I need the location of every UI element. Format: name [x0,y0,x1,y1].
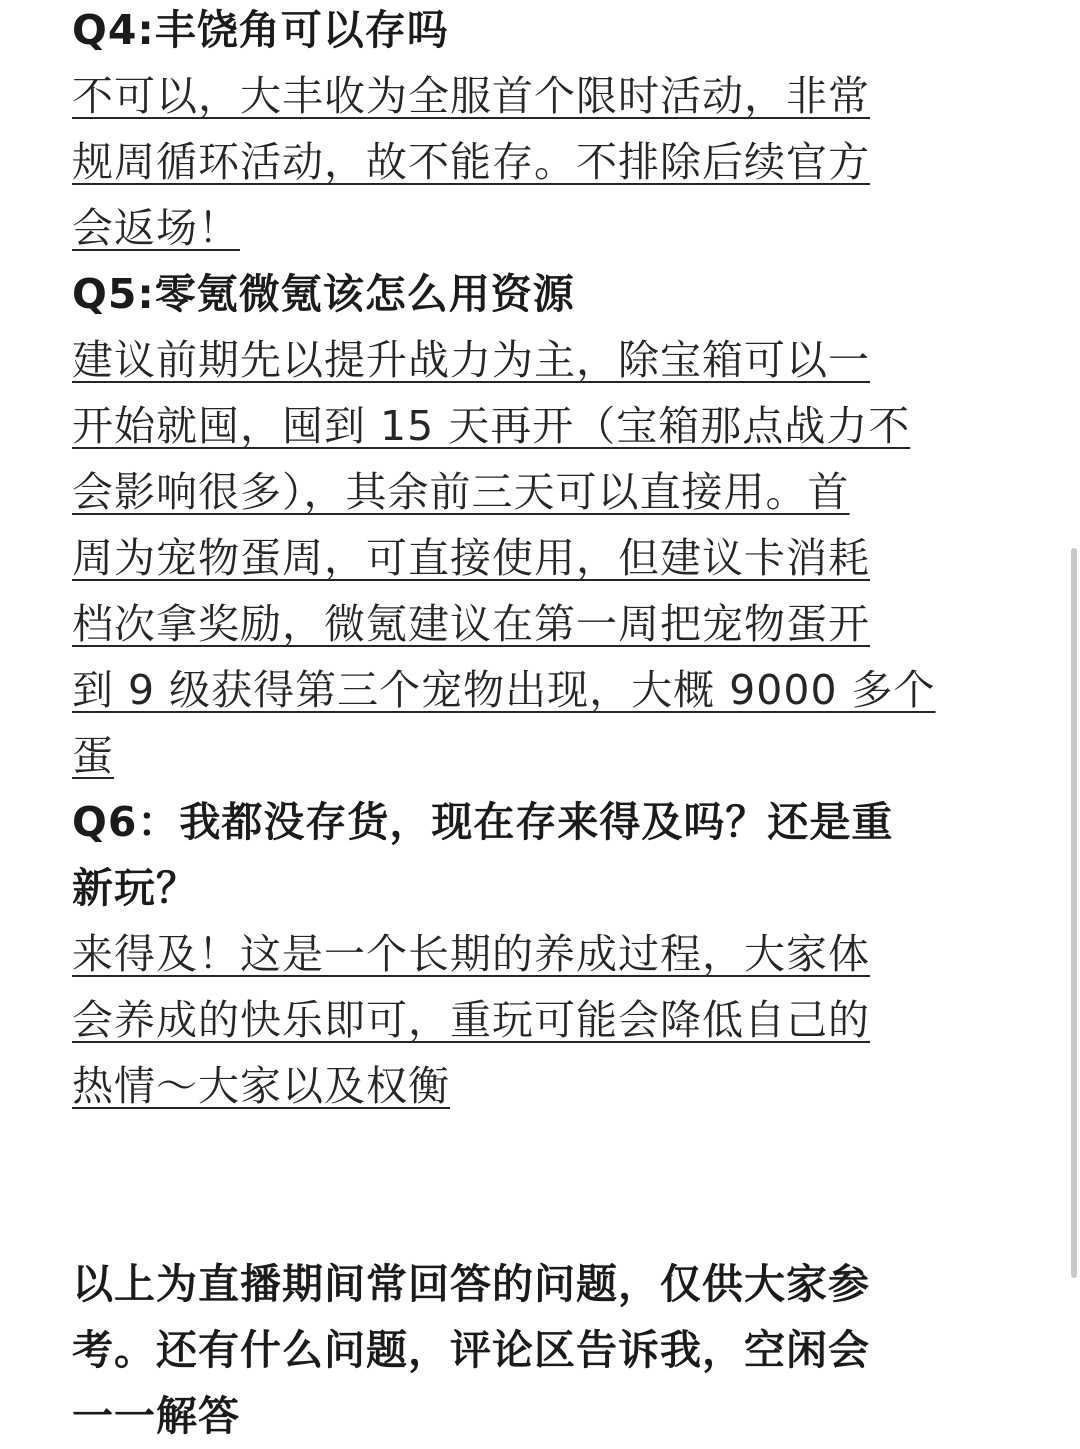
answer-q6-line-2: 会养成的快乐即可，重玩可能会降低自己的 [72,996,870,1044]
closing-line-2: 考。还有什么问题，评论区告诉我，空闲会 [72,1326,870,1374]
answer-q5-line-1: 建议前期先以提升战力为主，除宝箱可以一 [72,336,870,384]
answer-q5-line-5: 档次拿奖励，微氪建议在第一周把宠物蛋开 [72,600,870,648]
scrollbar-thumb[interactable] [1071,548,1077,1278]
answer-q6-line-1: 来得及！这是一个长期的养成过程，大家体 [72,930,870,978]
question-q5: Q5:零氪微氪该怎么用资源 [72,270,575,318]
closing-line-3: 一一解答 [72,1392,240,1440]
answer-q4-line-2: 规周循环活动，故不能存。不排除后续官方 [72,138,870,186]
paragraph-gap [72,1185,1002,1251]
answer-q5-line-2: 开始就囤，囤到 15 天再开（宝箱那点战力不 [72,402,911,450]
answer-q5-line-6: 到 9 级获得第三个宠物出现，大概 9000 多个 [72,666,936,714]
answer-q5-line-3: 会影响很多），其余前三天可以直接用。首 [72,468,850,516]
note-content [72,0,1002,1449]
answer-q6-line-3: 热情～大家以及权衡 [72,1062,450,1110]
answer-q4-line-3: 会返场！ [72,204,240,252]
question-q6-line-1: Q6：我都没存货，现在存来得及吗？还是重 [72,798,894,846]
answer-q5-line-7: 蛋 [72,732,114,780]
closing-line-1: 以上为直播期间常回答的问题，仅供大家参 [72,1260,870,1308]
vertical-scrollbar[interactable] [1068,0,1080,1441]
question-q6-line-2: 新玩？ [72,864,198,912]
paragraph-gap [72,1119,1002,1185]
answer-q4-line-1: 不可以，大丰收为全服首个限时活动，非常 [72,72,870,120]
answer-q5-line-4: 周为宠物蛋周，可直接使用，但建议卡消耗 [72,534,870,582]
question-q4: Q4:丰饶角可以存吗 [72,6,449,54]
